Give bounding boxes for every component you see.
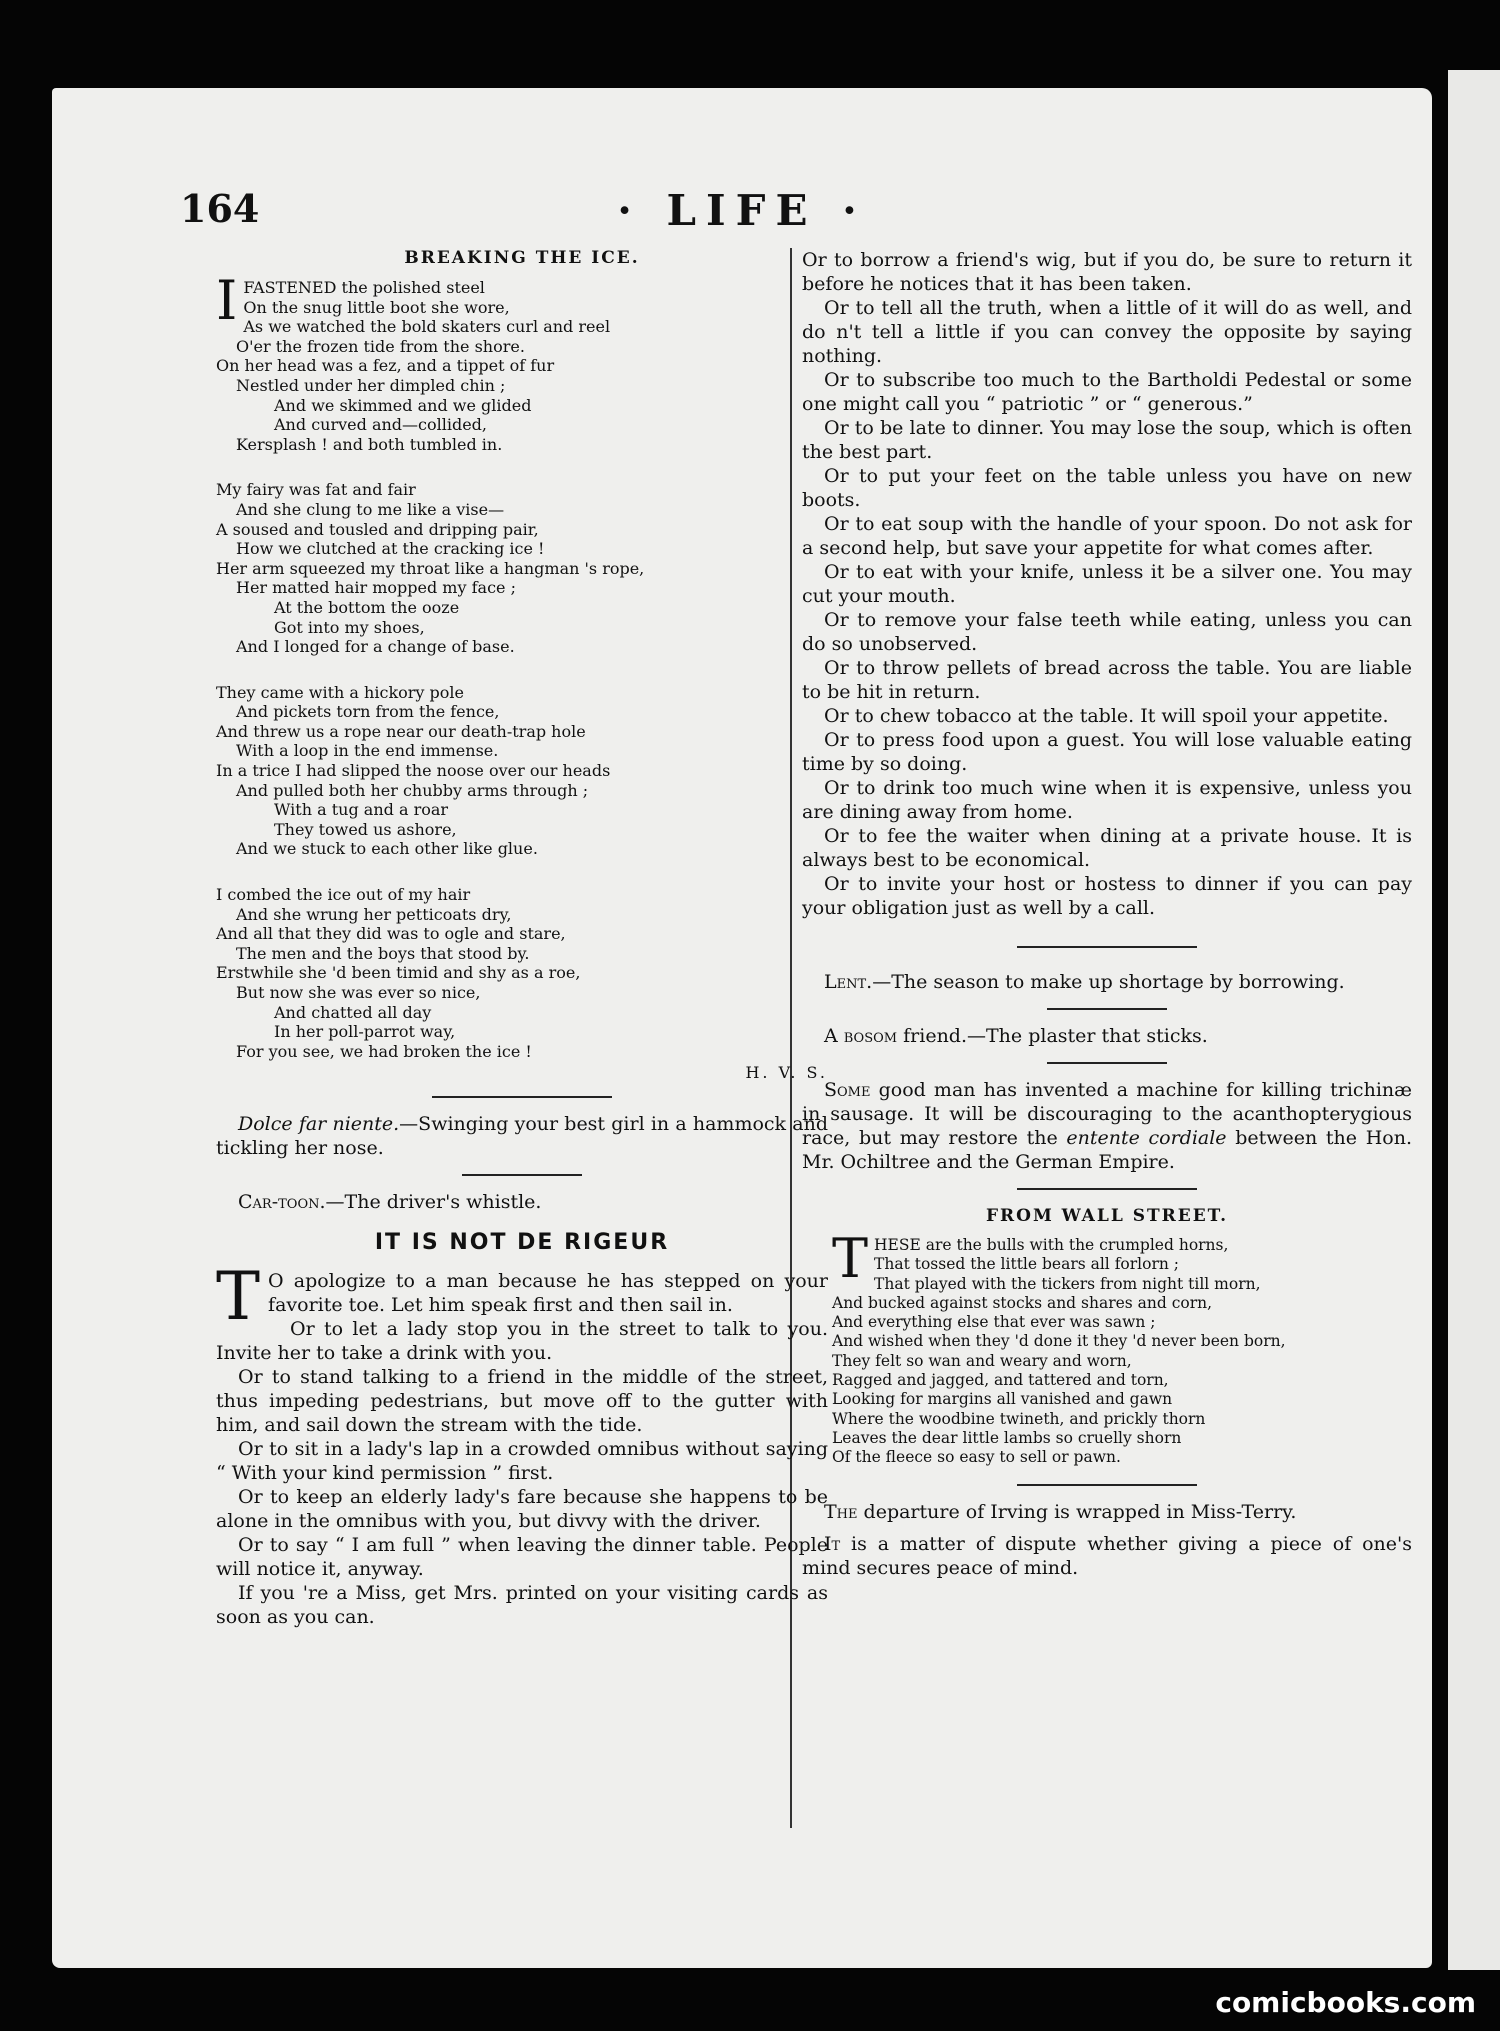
dropcap-letter: T — [832, 1227, 869, 1290]
rigeur-paragraph: Or to sit in a lady's lap in a crowded omnibus without saying “ With your kind permission ” first. — [216, 1438, 828, 1485]
poem-line-text: In a trice I had slipped the noose over our heads — [216, 761, 611, 781]
poem-line — [216, 520, 828, 540]
poem-line-text: FASTENED the polished steel — [243, 278, 485, 297]
separator-rule — [1017, 946, 1197, 948]
poem-line — [216, 480, 828, 500]
poem-line-text: And pickets torn from the fence, — [236, 702, 500, 722]
dolce-term: Dolce far niente. — [238, 1113, 400, 1136]
magazine-page — [52, 88, 1432, 1968]
poem-line-text: I combed the ice out of my hair — [216, 885, 471, 905]
dispute-lead: It — [824, 1532, 841, 1555]
rigeur-paragraph: Or to say “ I am full ” when leaving the dinner table. People will notice it, anyway. — [216, 1534, 828, 1581]
poem-line — [216, 396, 828, 416]
poem-line — [216, 618, 828, 638]
left-column — [216, 248, 828, 1629]
poem-line: And wished when they 'd done it they 'd never been born, — [832, 1332, 1286, 1351]
item-sausage-machine — [802, 1078, 1412, 1174]
poem-line-text: O'er the frozen tide from the shore. — [236, 336, 525, 356]
separator-rule — [462, 1174, 582, 1176]
poem-line-text: Nestled under her dimpled chin ; — [236, 375, 506, 395]
poem-line-text: With a tug and a roar — [274, 800, 449, 820]
lent-text: —The season to make up shortage by borrowing. — [872, 971, 1345, 993]
poem-line — [216, 722, 828, 742]
poem-line-text: And we stuck to each other like glue. — [236, 839, 538, 859]
poem-line — [216, 905, 828, 925]
irving-text: departure of Irving is wrapped in Miss-Terry. — [857, 1500, 1297, 1523]
wall-street-lines — [832, 1227, 1412, 1468]
poem-line — [216, 683, 828, 703]
rigeur-paragraph: Or to be late to dinner. You may lose the soup, which is often the best part. — [802, 417, 1412, 463]
dropcap-letter: T — [216, 1258, 261, 1336]
dolce-text: —Swinging your best girl in a hammock and tickling her nose. — [216, 1113, 828, 1160]
poem-line-text: And threw us a rope near our death-trap hole — [216, 721, 586, 741]
poem-line-text: As we watched the bold skaters curl and reel — [243, 317, 611, 337]
separator-rule — [1017, 1484, 1197, 1486]
poem-line-text: For you see, we had broken the ice ! — [236, 1041, 532, 1061]
poem-line-text: And chatted all day — [274, 1002, 432, 1022]
poem-breaking-the-ice — [216, 269, 828, 1061]
article-not-de-rigeur — [216, 1258, 828, 1629]
poem-title-breaking-the-ice: BREAKING THE ICE. — [404, 248, 640, 268]
dropcap-letter: I — [216, 269, 238, 332]
poem-line-text: A soused and tousled and dripping pair, — [216, 519, 539, 539]
poem-line — [216, 435, 828, 455]
poem-line-text: And she wrung her petticoats dry, — [236, 904, 512, 924]
poem-line: Ragged and jagged, and tattered and torn, — [832, 1371, 1169, 1390]
poem-stanza — [216, 683, 828, 859]
bosom-text: friend.—The plaster that sticks. — [897, 1025, 1208, 1047]
rigeur-paragraph: Or to invite your host or hostess to dinner if you can pay your obligation just as well by a call. — [802, 873, 1412, 919]
poem-line-text: Kersplash ! and both tumbled in. — [236, 434, 503, 454]
rigeur-paragraph: Or to remove your false teeth while eating, unless you can do so unobserved. — [802, 609, 1412, 655]
item-piece-of-mind — [802, 1532, 1412, 1580]
poem-line-text: And pulled both her chubby arms through ; — [236, 780, 589, 800]
poem-line-text: How we clutched at the cracking ice ! — [236, 539, 545, 559]
poem-line — [216, 820, 828, 840]
poem-line — [216, 376, 828, 396]
poem-line — [216, 637, 828, 657]
poem-line: That tossed the little bears all forlorn ; — [874, 1255, 1179, 1274]
sausage-italic: entente cordiale — [1066, 1127, 1227, 1149]
separator-rule — [1047, 1062, 1167, 1064]
poem-line — [216, 1022, 828, 1042]
right-column — [802, 248, 1412, 1588]
rigeur-paragraph: Or to stand talking to a friend in the middle of the street, thus impeding pedestrians, but move off to the gutter with him, and sail down the stream with the tide. — [216, 1366, 828, 1437]
rigeur-paragraph: Or to eat with your knife, unless it be a silver one. You may cut your mouth. — [802, 561, 1412, 607]
poem-line — [216, 839, 828, 859]
rigeur-paragraphs — [216, 1317, 828, 1629]
poem-line — [216, 539, 828, 559]
page-number: 164 — [180, 186, 260, 231]
cartoon-text: —The driver's whistle. — [325, 1191, 542, 1214]
item-dolce-far-niente — [216, 1112, 828, 1160]
poem-line: Looking for margins all vanished and gawn — [832, 1390, 1173, 1409]
poem-line-text: And all that they did was to ogle and stare, — [216, 924, 566, 944]
watermark-text: comicbooks.com — [1215, 1986, 1476, 2019]
item-irving — [802, 1500, 1412, 1524]
poem-line-text: On the snug little boot she wore, — [243, 297, 510, 317]
rigeur-paragraph: Or to subscribe too much to the Bartholdi Pedestal or some one might call you “ patriotic ” or “ generous.” — [802, 369, 1412, 415]
poem-title-wall-street: FROM WALL STREET. — [985, 1206, 1229, 1226]
poem-line — [216, 983, 828, 1003]
sausage-text-1: good man has invented a machine for killing trichinæ in sausage. It will be discouraging to the acanthopterygious race, but may restore the — [802, 1079, 1412, 1149]
poem-line-text: And she clung to me like a vise— — [236, 499, 505, 519]
sausage-text-2: between the Hon. Mr. Ochiltree and the German Empire. — [802, 1127, 1412, 1173]
poem-line: That played with the tickers from night till morn, — [874, 1274, 1261, 1293]
poem-line — [216, 415, 828, 435]
poem-line — [216, 924, 828, 944]
separator-rule — [432, 1096, 612, 1098]
poem-line — [216, 963, 828, 983]
poem-wall-street — [802, 1227, 1412, 1468]
rigeur-continued — [802, 248, 1412, 920]
item-car-toon — [216, 1190, 828, 1214]
rigeur-paragraph: Or to put your feet on the table unless you have on new boots. — [802, 465, 1412, 511]
rigeur-first-paragraph: O apologize to a man because he has stepped on your favorite toe. Let him speak first and then sail in. — [268, 1270, 828, 1317]
lent-term: Lent. — [824, 971, 873, 993]
sausage-lead: Some — [824, 1079, 871, 1101]
poem-stanza — [216, 269, 828, 454]
poem-line: Leaves the dear little lambs so cruelly shorn — [832, 1428, 1182, 1447]
poem-line-text: And curved and—collided, — [274, 415, 488, 435]
poem-line-text: But now she was ever so nice, — [236, 983, 481, 1002]
poem-line-text: On her head was a fez, and a tippet of fur — [216, 356, 555, 376]
poem-line-text: Her arm squeezed my throat like a hangman 's rope, — [216, 558, 645, 578]
poem-signature: H. V. S. — [745, 1063, 828, 1083]
poem-line — [216, 298, 828, 318]
poem-line-text: In her poll-parrot way, — [274, 1022, 456, 1042]
poem-line-text: Erstwhile she 'd been timid and shy as a roe, — [216, 963, 581, 983]
poem-line — [216, 598, 828, 618]
poem-line: And bucked against stocks and shares and corn, — [832, 1293, 1213, 1312]
item-bosom-friend — [802, 1024, 1412, 1048]
poem-line — [216, 944, 828, 964]
rigeur-paragraph: Or to throw pellets of bread across the table. You are liable to be hit in return. — [802, 657, 1412, 703]
poem-line — [216, 1003, 828, 1023]
rigeur-paragraph: Or to drink too much wine when it is expensive, unless you are dining away from home. — [802, 777, 1412, 823]
poem-line: And everything else that ever was sawn ; — [832, 1313, 1156, 1332]
poem-line-text: My fairy was fat and fair — [216, 480, 416, 500]
rigeur-paragraph: Or to press food upon a guest. You will lose valuable eating time by so doing. — [802, 729, 1412, 775]
poem-line: Of the fleece so easy to sell or pawn. — [832, 1448, 1121, 1467]
rigeur-paragraph: Or to eat soup with the handle of your spoon. Do not ask for a second help, but save your appetite for what comes after. — [802, 513, 1412, 559]
rigeur-paragraph: Or to keep an elderly lady's fare because she happens to be alone in the omnibus with you, but divvy with the driver. — [216, 1486, 828, 1533]
poem-line: They felt so wan and weary and worn, — [832, 1351, 1132, 1370]
rigeur-paragraph: Or to tell all the truth, when a little of it will do as well, and do n't tell a little if you can convey the opposite by saying nothing. — [802, 297, 1412, 367]
poem-line-text: And we skimmed and we glided — [274, 395, 532, 415]
rigeur-paragraph: If you 're a Miss, get Mrs. printed on your visiting cards as soon as you can. — [216, 1582, 828, 1629]
bosom-lead: A bosom — [824, 1025, 898, 1047]
poem-line — [216, 337, 828, 357]
poem-line-text: They came with a hickory pole — [216, 682, 464, 702]
poem-line — [216, 1042, 828, 1062]
item-lent — [802, 970, 1412, 994]
poem-line: HESE are the bulls with the crumpled horns, — [874, 1236, 1229, 1254]
irving-lead: The — [824, 1500, 858, 1523]
poem-line — [216, 500, 828, 520]
masthead-title: · LIFE · — [617, 186, 867, 235]
poem-line — [216, 702, 828, 722]
poem-line-text: The men and the boys that stood by. — [236, 943, 530, 963]
page-header — [52, 186, 1432, 256]
poem-line: Where the woodbine twineth, and prickly thorn — [832, 1409, 1206, 1428]
poem-line — [216, 800, 828, 820]
rigeur-paragraph: Or to borrow a friend's wig, but if you do, be sure to return it before he notices that it has been taken. — [802, 249, 1412, 295]
poem-line — [216, 741, 828, 761]
poem-line — [216, 761, 828, 781]
poem-stanza — [216, 480, 828, 656]
poem-line-text: With a loop in the end immense. — [236, 741, 499, 761]
cartoon-term: Car-toon. — [238, 1191, 326, 1214]
rigeur-paragraph: Or to let a lady stop you in the street to talk to you. Invite her to take a drink with you. — [216, 1318, 828, 1365]
poem-line-text: Got into my shoes, — [274, 617, 425, 637]
poem-line-text: And I longed for a change of base. — [236, 637, 515, 657]
poem-line — [216, 356, 828, 376]
dispute-text: is a matter of dispute whether giving a piece of one's mind secures peace of mind. — [802, 1532, 1412, 1579]
poem-line-text: They towed us ashore, — [274, 819, 457, 839]
poem-stanza — [216, 885, 828, 1061]
poem-line — [216, 781, 828, 801]
poem-line — [216, 885, 828, 905]
poem-line-text: At the bottom the ooze — [274, 597, 460, 617]
section-title-not-de-rigeur: IT IS NOT DE RIGEUR — [374, 1230, 670, 1256]
poem-line-text: Her matted hair mopped my face ; — [236, 578, 516, 598]
separator-rule — [1017, 1188, 1197, 1190]
poem-line — [216, 559, 828, 579]
poem-line — [216, 578, 828, 598]
rigeur-paragraph: Or to fee the waiter when dining at a private house. It is always best to be economical. — [802, 825, 1412, 871]
adjacent-page-edge — [1448, 70, 1500, 1970]
rigeur-paragraph: Or to chew tobacco at the table. It will spoil your appetite. — [824, 705, 1389, 727]
separator-rule — [1047, 1008, 1167, 1010]
poem-line — [216, 317, 828, 337]
